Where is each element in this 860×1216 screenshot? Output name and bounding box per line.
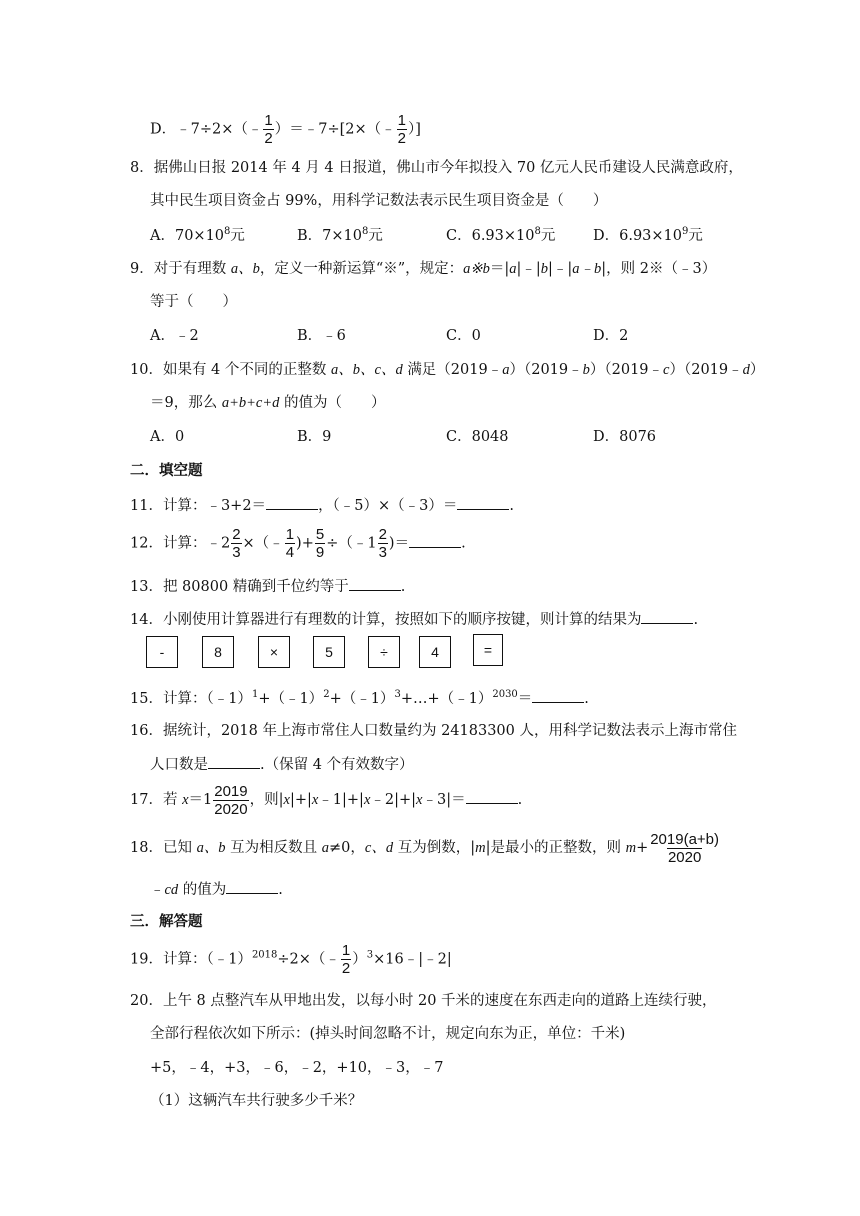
q14: 14．小刚使用计算器进行有理数的计算，按照如下的顺序按键，则计算的结果为 .: [130, 609, 698, 630]
q9-line-1: 9．对于有理数 a、b，定义一种新运算“※”，规定：a※b＝|a|﹣|b|﹣|a﹣b|，则 2※（﹣3）: [130, 261, 717, 277]
calculator-key-8: 8: [202, 636, 234, 668]
q17: 17．若 x＝1 $\frac{2019}{2020}$ ，则|x|+|x﹣1|+|x﹣2|+|x﹣3|＝ .: [130, 782, 523, 818]
q7-d-text-a: D．﹣7÷2×（﹣: [150, 121, 263, 138]
q9-option-c: C．0: [446, 328, 481, 344]
section-solve-heading: 三．解答题: [130, 913, 203, 930]
q18-fraction: $\frac{2019(a+b)}{2020}$: [650, 830, 720, 866]
answer-blank: [226, 879, 278, 894]
q20-line-1: 20．上午 8 点整汽车从甲地出发，以每小时 20 千米的速度在东西走向的道路上连续行驶，: [130, 993, 717, 1009]
q7-d-text-c: ）]: [407, 121, 421, 138]
q20-line-2: 全部行程依次如下所示：(掉头时间忽略不计，规定向东为正，单位：千米): [150, 1026, 626, 1042]
q10-line-1: 10．如果有 4 个不同的正整数 a、b、c、d 满足（2019﹣a）（2019﹣b）（2019﹣c）（2019﹣d）: [130, 362, 765, 378]
q12-fraction-1: $\frac{2}{3}$: [232, 526, 241, 561]
q12-fraction-2: $\frac{1}{4}$: [285, 526, 295, 561]
calculator-key-minus: -: [146, 636, 178, 668]
q9-option-a: A．﹣2: [150, 328, 199, 344]
calculator-key-5: 5: [313, 636, 345, 668]
calculator-key-equals: =: [473, 634, 503, 666]
q19-fraction: $\frac{1}{2}$: [341, 942, 351, 977]
answer-blank: [457, 495, 509, 510]
q7-option-d: [150, 112, 421, 147]
answer-blank: [349, 576, 401, 591]
calculator-key-4: 4: [419, 636, 451, 668]
q18-line-2: ﹣cd 的值为 .: [150, 879, 283, 900]
q9-option-d: D．2: [593, 328, 629, 344]
q7-fraction-2: $\frac{1}{2}$: [397, 112, 406, 147]
q10-line-2: ＝9，那么 a+b+c+d 的值为（ ）: [150, 395, 386, 411]
answer-blank: [208, 754, 260, 769]
q10-option-c: C．8048: [446, 429, 509, 445]
q20-line-3: +5，﹣4，+3，﹣6，﹣2，+10，﹣3，﹣7: [150, 1060, 444, 1076]
q13: 13．把 80800 精确到千位约等于 .: [130, 576, 405, 597]
q8-option-a: A．$70\times 10^8$元: [150, 226, 245, 244]
q18-line-1: 18．已知 a、b 互为相反数且 a≠0，c、d 互为倒数，|m|是最小的正整数，则 m+ $\frac{2019(a+b)}{2020}$: [130, 830, 720, 866]
q10-option-d: D．8076: [593, 429, 657, 445]
q8-line-2: 其中民生项目资金占 99%，用科学记数法表示民生项目资金是（ ）: [150, 193, 608, 209]
q9-option-b: B．﹣6: [297, 328, 346, 344]
q12-fraction-3: $\frac{5}{9}$: [315, 526, 325, 561]
q11: 11．计算：﹣3+2＝ ，（﹣5）×（﹣3）＝ .: [130, 495, 514, 516]
answer-blank: [532, 688, 584, 703]
q8-option-d: D．$6.93\times 10^9$元: [593, 226, 703, 244]
q17-fraction: $\frac{2019}{2020}$: [214, 782, 248, 818]
answer-blank: [641, 609, 693, 624]
q12: 12．计算：﹣2 $\frac{2}{3}$ ×（﹣ $\frac{1}{4}$ )+ $\frac{5}{9}$ ÷（﹣1 $\frac{2}{3}$ )＝ .: [130, 526, 466, 561]
q7-fraction-1: $\frac{1}{2}$: [264, 112, 273, 147]
answer-blank: [266, 495, 318, 510]
q8-option-b: B．$7\times 10^8$元: [297, 226, 383, 244]
q16-line-2: 人口数是 .（保留 4 个有效数字）: [150, 754, 414, 775]
answer-blank: [466, 789, 518, 804]
section-fill-in-heading: 二．填空题: [130, 462, 203, 479]
q16-line-1: 16．据统计，2018 年上海市常住人口数量约为 24183300 人，用科学记数法表示上海市常住: [130, 723, 737, 739]
calculator-key-divide: ÷: [368, 636, 400, 668]
answer-blank: [409, 533, 461, 548]
calculator-key-multiply: ×: [258, 636, 290, 668]
q15: 15．计算：（﹣1）$^1$+（﹣1）$^2$+（﹣1）$^3$+…+（﹣1）$^{2030}$＝ .: [130, 689, 589, 707]
q19: 19．计算：（﹣1）$^{2018}$÷2×（﹣ $\frac{1}{2}$ ）$^3$×16﹣|﹣2|: [130, 942, 452, 977]
q8-option-c: C．$6.93\times 10^8$元: [446, 226, 556, 244]
q9-line-2: 等于（ ）: [150, 294, 237, 310]
q7-d-text-b: ）＝﹣7÷[2×（﹣: [274, 121, 396, 138]
q8-line-1: 8．据佛山日报 2014 年 4 月 4 日报道，佛山市今年拟投入 70 亿元人民币建设人民满意政府，: [130, 160, 743, 176]
q20-line-4: （1）这辆汽车共行驶多少千米？: [150, 1093, 363, 1109]
q10-option-b: B．9: [297, 429, 332, 445]
q12-fraction-4: $\frac{2}{3}$: [378, 526, 387, 561]
q10-option-a: A．0: [150, 429, 185, 445]
